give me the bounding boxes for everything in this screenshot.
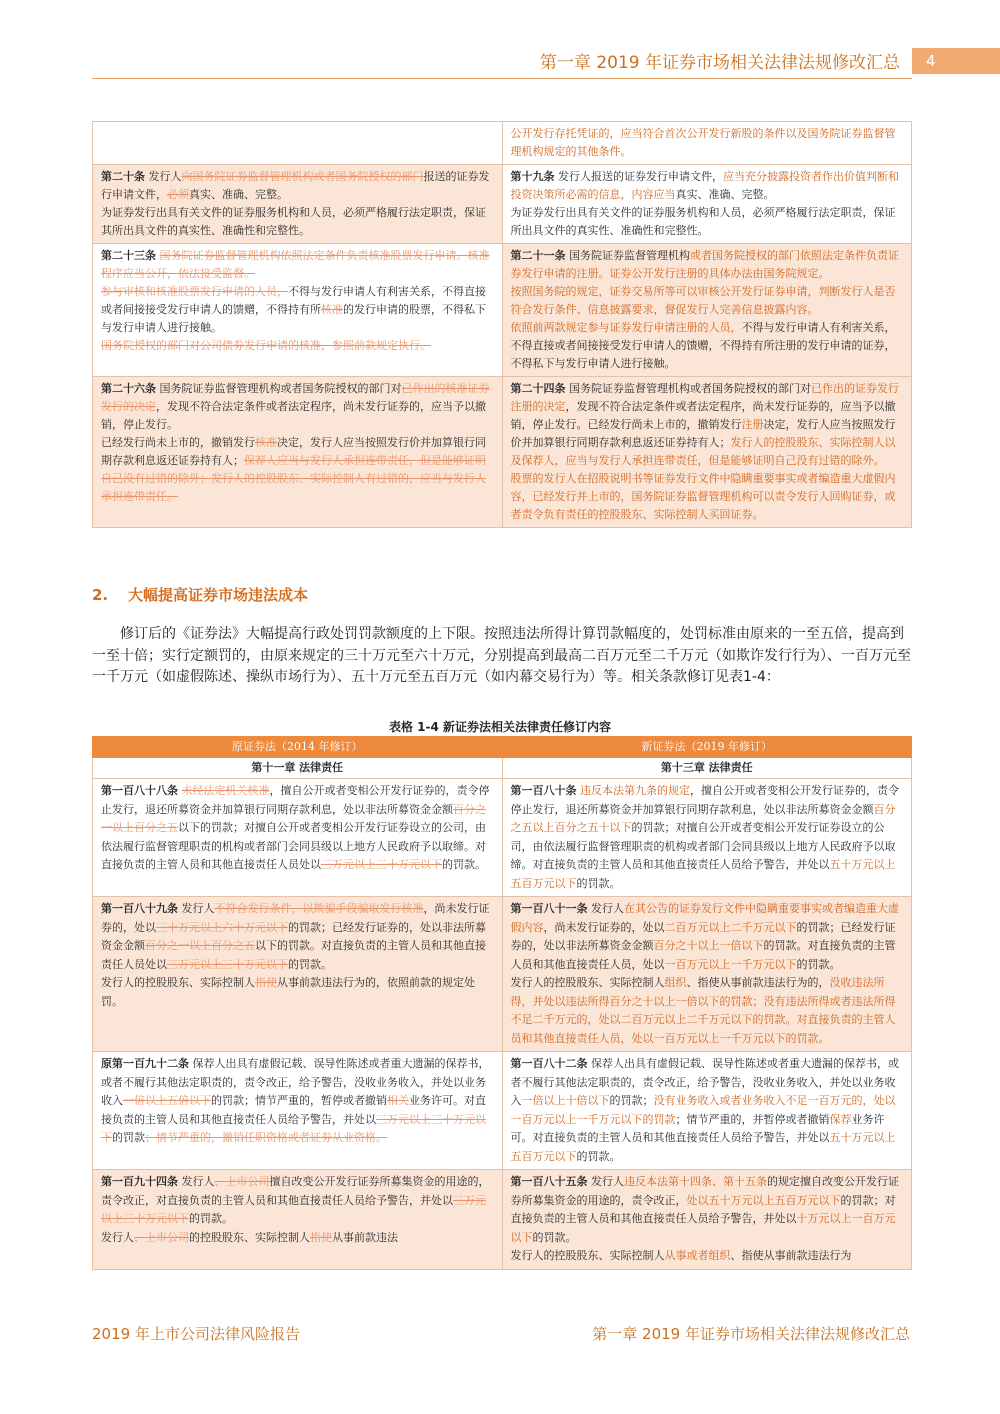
article-number: 第一百八十八条	[101, 784, 178, 797]
article-text: 不得与发行申请人有利害关系，不得直接或者间接接受发行申请人的馈赠，不得持有所	[101, 285, 486, 316]
article-text: 国务院证券监督管理机构	[565, 249, 690, 262]
article-text: 决定，发行人应当按照发行价并加算银行同期存款利息返还证券持有人；	[101, 436, 486, 467]
added-text: 股票的发行人在招股说明书等证券发行文件中隐瞒重要事实或者编造重大虚假内容，已经发行并上市的，国务院证券监督管理机构可以责令发行人回购证券，或者责令负有责任的控股股东、实际控制人买回证券。	[510, 472, 896, 521]
header-divider	[92, 78, 912, 79]
article-text: 的罚款。	[576, 876, 621, 890]
article-text: 的罚款。	[576, 1149, 621, 1163]
article-text: 的罚款；已经发行证券的，处以非法所募资金金额	[510, 920, 896, 952]
added-text: 处以五十万元以上五百万元以下	[686, 1193, 841, 1207]
article-text: 发行人	[178, 902, 215, 915]
added-text: 或者国务院授权的部门依照法定条件负责证券发行申请的注册。证券公开发行注册的具体办法由国务院规定。	[510, 249, 899, 280]
table-row	[93, 165, 912, 244]
article-text: 保荐人出具有虚假记载、误导性陈述或者重大遗漏的保荐书，或者不履行其他法定职责的，责令改正，给予警告，没收业务收入，并处以业务收入	[101, 1057, 490, 1107]
article-text: 的规定擅自改变公开发行证券所募集资金的用途的，责令改正，	[510, 1175, 899, 1207]
article-number: 第二十六条	[101, 382, 156, 395]
deleted-text: 百分之一以上百分之五	[145, 939, 255, 952]
table-row	[93, 1052, 912, 1170]
article-text: 发行人	[178, 1175, 215, 1188]
article-number: 第一百八十一条	[510, 902, 588, 915]
section-number: 2.	[92, 586, 109, 604]
old-law-cell	[93, 165, 503, 244]
article-text: 业务许可。对直接负责的主管人员和其他直接责任人员给予警告，并处以	[510, 1112, 885, 1144]
article-number: 第一百八十条	[510, 784, 577, 797]
page-header	[0, 44, 1000, 78]
table-row	[93, 897, 912, 1052]
added-text: 发行人的控股股东、实际控制人以及保荐人，应当与发行人承担连带责任，但是能够证明自己没有过错的除外。	[510, 436, 896, 467]
article-number: 第二十四条	[510, 382, 566, 395]
article-text: 、指使从事前款违法行为	[730, 1249, 852, 1262]
article-text: 为证券发行出具有关文件的证券服务机构和人员，必须严格履行法定职责，保证其所出具文件的真实性、准确性和完整性。	[101, 206, 486, 237]
footer-chapter-title: 第一章 2019 年证券市场相关法律法规修改汇总	[592, 1325, 910, 1343]
new-law-cell	[502, 779, 912, 897]
article-text: 的罚款；对直接负责的主管人员和其他直接责任人员给予警告，并处以	[510, 1193, 896, 1225]
article-text: 的罚款	[112, 1131, 145, 1144]
deleted-text: 国务院授权的部门对公司债券发行申请的核准，参照前款规定执行。	[101, 339, 431, 352]
deleted-text: 、上市公司	[214, 1175, 270, 1188]
article-text: 报送的证券发行申请文件，	[101, 170, 490, 201]
article-text: 从事前款违法行为的，依照前款的规定处罚。	[101, 976, 475, 1008]
article-text: 发行人的控股股东、实际控制人	[510, 1249, 665, 1262]
added-text: 保荐	[829, 1112, 852, 1126]
page-number: 4	[912, 48, 1000, 74]
article-text: 已经发行尚未上市的，撤销发行	[101, 436, 255, 449]
article-text: 、指使从事前款违法行为的，	[686, 976, 830, 989]
article-text: 的罚款；对擅自公开或者变相公开发行证券设立的公司，由依法履行监督管理职责的机构或者部门会同县级以上地方人民政府予以取缔。对直接负责的主管人员和其他直接责任人员给予警告，并处以	[510, 821, 896, 871]
article-text: 的罚款。	[532, 1230, 577, 1244]
article-text: 发行人	[587, 1175, 624, 1188]
article-text: 以下的罚款。对直接负责的主管人员和其他直接责任人员处以	[101, 939, 486, 971]
added-text: 百分之五以上百分之五十以下	[510, 802, 896, 834]
deleted-text: 核准	[255, 436, 277, 449]
added-text: 已作出的证券发行注册的决定	[510, 382, 899, 413]
article-text: 发行人	[101, 1230, 134, 1244]
table-row	[93, 779, 912, 897]
added-text: 注册	[741, 418, 764, 431]
article-text: ，尚未发行证券的，处以	[543, 920, 665, 934]
chapter-new: 第十三章 法律责任	[502, 758, 912, 779]
new-law-cell	[502, 897, 912, 1052]
header-old-law: 原证券法（2014 年修订）	[93, 737, 503, 758]
comparison-table-penalties	[92, 736, 912, 1270]
article-text: ，尚未发行证券的，处以	[101, 902, 490, 934]
article-text: 的罚款。	[288, 957, 332, 971]
article-text: 的发行申请的股票，不得私下与发行申请人进行接触。	[101, 303, 486, 334]
table-row	[93, 244, 912, 377]
article-text: ，发现不符合法定条件或者法定程序，尚未发行证券的，应当予以撤销，停止发行。已经发行尚未上市的，撤销发行	[510, 400, 896, 431]
article-text: 为证券发行出具有关文件的证券服务机构和人员，必须严格履行法定职责，保证所出具文件的真实性、准确性和完整性。	[510, 206, 896, 237]
added-text: 一百万元以上一千万元以下	[664, 957, 797, 971]
table-row	[93, 1170, 912, 1270]
deleted-text: 未经法定机关核准	[181, 784, 270, 797]
body-paragraph: 修订后的《证券法》大幅提高行政处罚罚款额度的上下限。按照违法所得计算罚款幅度的，处罚标准由原来的一至五倍，提高到一至十倍；实行定额罚的，由原来规定的三十万元至六十万元，分别提高到最高二百万元至二千万元（如欺诈发行行为）、一百万元至一千万元（如虚假陈述、操纵市场行为）、五十万元至五百万元（如内幕交易行为）等。相关条款修订见表1-4：	[92, 626, 911, 685]
article-text: 擅自改变公开发行证券所募集资金的用途的，责令改正，对直接负责的主管人员和其他直接责任人员给予警告，并处以	[101, 1175, 490, 1207]
new-law-cell	[502, 377, 912, 528]
article-number: 第二十条	[101, 170, 145, 183]
added-text: 在其公告的证券发行文件中隐瞒重要事实或者编造重大虚假内容	[510, 902, 899, 934]
article-text: 发行人报送的证券发行申请文件，	[554, 170, 723, 183]
added-text: 应当充分披露投资者作出价值判断和投资决策所必需的信息，内容应当	[510, 170, 899, 201]
article-text: 从事前款违法	[332, 1230, 398, 1244]
deleted-text: 三万元以上三十万元以下	[101, 1112, 486, 1144]
article-text: 国务院证券监督管理机构或者国务院授权的部门对	[156, 382, 402, 395]
chapter-row	[93, 758, 912, 779]
article-text: 以下的罚款；对擅自公开或者变相公开发行证券设立的公司，由依法履行监督管理职责的机构或者部门会同县级以上地方人民政府予以取缔。对直接负责的主管人员和其他直接责任人员处以	[101, 821, 486, 871]
table-row	[93, 122, 912, 165]
deleted-text: 、上市公司	[134, 1230, 189, 1244]
added-text: 组织	[664, 976, 687, 989]
section-title: 大幅提高证券市场违法成本	[128, 586, 309, 604]
deleted-text: 三十万元以上六十万元以下	[156, 920, 288, 934]
article-text: 真实、准确、完整。	[189, 188, 288, 201]
deleted-text: ；情节严重的，撤销任职资格或者证券从业资格。	[145, 1131, 387, 1144]
deleted-text: 参与审核和核准股票发行申请的人员，	[101, 285, 288, 298]
deleted-text: 必须	[167, 188, 189, 201]
article-text: 的罚款。	[442, 858, 486, 871]
comparison-table-articles	[92, 121, 912, 528]
article-text: ；情节严重的，并暂停或者撤销	[675, 1112, 830, 1126]
article-text: ，擅自公开或者变相公开发行证券的，责令停止发行，退还所募资金并加算银行同期存款利息，处以非法所募资金金额	[101, 784, 490, 816]
new-law-cell	[502, 244, 912, 377]
new-law-cell	[502, 122, 912, 165]
section-heading	[92, 584, 308, 605]
added-text: 违反本法第十四条、第十五条	[624, 1175, 767, 1188]
deleted-text: 指使	[310, 1230, 332, 1244]
article-text: 的罚款。	[189, 1212, 233, 1225]
footer-report-title: 2019 年上市公司法律风险报告	[92, 1325, 300, 1343]
article-text: 的罚款；	[609, 1094, 654, 1107]
article-number: 第二十三条	[101, 249, 156, 262]
new-law-cell	[502, 165, 912, 244]
article-text: ，擅自公开或者变相公开发行证券的，责令停止发行，退还所募资金并加算银行同期存款利息，处以非法所募资金金额	[510, 784, 899, 816]
added-text: 五十万元以上五百万元以下	[510, 1131, 896, 1163]
old-law-cell	[93, 897, 503, 1052]
old-law-cell	[93, 1052, 503, 1170]
article-text: ，发现不符合法定条件或者法定程序，尚未发行证券的，应当予以撤销，停止发行。	[101, 400, 486, 431]
table-row	[93, 377, 912, 528]
article-number: 第一百八十二条	[510, 1057, 588, 1070]
added-text: 二百万元以上二千万元以下	[664, 920, 797, 934]
added-text: 没有业务收入或者业务收入不足一百万元的，处以一百万元以上一千万元以下的罚款	[510, 1094, 896, 1126]
article-text: 决定，发行人应当按照发行价并加算银行同期存款利息返还证券持有人；	[510, 418, 896, 449]
article-text: 保荐人出具有虚假记载、误导性陈述或者重大遗漏的保荐书，或者不履行其他法定职责的，责令改正，给予警告，没收业务收入，并处以业务收入	[510, 1057, 899, 1107]
added-text: 违反本法第九条的规定	[580, 784, 690, 797]
chapter-old: 第十一章 法律责任	[93, 758, 503, 779]
added-text: 五十万元以上五百万元以下	[510, 858, 896, 890]
deleted-text: 不符合发行条件，以欺骗手段骗取发行核准	[214, 902, 424, 915]
article-text: 的罚款；已经发行证券的，处以非法所募资金金额	[101, 920, 486, 952]
article-text: 发行人的控股股东、实际控制人	[510, 976, 665, 989]
added-text: 从事或者组织	[664, 1249, 731, 1262]
header-new-law: 新证券法（2019 年修订）	[502, 737, 912, 758]
deleted-text: 核准	[321, 303, 343, 316]
header-title: 第一章 2019 年证券市场相关法律法规修改汇总	[539, 53, 900, 73]
table-header-row	[93, 737, 912, 758]
deleted-text: 国务院证券监督管理机构依照法定条件负责核准股票发行申请。核准程序应当公开，依法接受监督。	[101, 249, 490, 280]
new-law-cell	[502, 1170, 912, 1270]
article-text: 国务院证券监督管理机构或者国务院授权的部门对	[565, 382, 811, 395]
table-caption: 表格 1-4 新证券法相关法律责任修订内容	[388, 720, 612, 734]
article-text: 的罚款。对直接负责的主管人员和其他直接责任人员，处以	[510, 939, 896, 971]
added-text: 一倍以上十倍以下	[521, 1094, 610, 1107]
deleted-text: 三万元以上三十万元以下	[101, 1193, 486, 1225]
added-text: 没收违法所得，并处以违法所得百分之十以上一倍以下的罚款；没有违法所得或者违法所得不足二千万元的，处以二百万元以上二千万元以下的罚款。对直接负责的主管人员和其他直接责任人员，处以一百万元以上一千万元以下的罚款。	[510, 976, 896, 1045]
added-text: 公开发行存托凭证的，应当符合首次公开发行新股的条件以及国务院证券监督管理机构规定的其他条件。	[510, 127, 896, 158]
article-number: 第二十一条	[510, 249, 566, 262]
old-law-cell	[93, 1170, 503, 1270]
old-law-cell	[93, 377, 503, 528]
old-law-cell	[93, 244, 503, 377]
article-number: 第十九条	[510, 170, 555, 183]
added-text: 百分之十以上一倍以下	[653, 939, 764, 952]
article-number: 第一百九十四条	[101, 1175, 178, 1188]
deleted-text: 向国务院证券监督管理机构或者国务院授权的部门	[181, 170, 424, 183]
article-text: 的罚款。	[796, 957, 841, 971]
deleted-text: 相关	[387, 1094, 409, 1107]
deleted-text: 保荐人应当与发行人承担连带责任，但是能够证明自己没有过错的除外；发行人的控股股东、实际控制人有过错的，应当与发行人承担连带责任。	[101, 454, 486, 503]
article-number: 第一百八十五条	[510, 1175, 588, 1188]
deleted-text: 已作出的核准证券发行的决定	[101, 382, 490, 413]
deleted-text: 百分之一以上百分之五	[101, 802, 486, 834]
article-text: 发行人	[587, 902, 624, 915]
deleted-text: 三万元以上三十万元以下	[321, 858, 442, 871]
article-text: 不得与发行申请人有利害关系，不得直接或者间接接受发行申请人的馈赠，不得持有所注册的发行申请的证券，不得私下与发行申请人进行接触。	[510, 321, 896, 370]
added-text: 依照前两款规定参与证券发行申请注册的人员，	[510, 321, 742, 334]
article-number: 原第一百九十二条	[101, 1057, 189, 1070]
added-text: 按照国务院的规定，证券交易所等可以审核公开发行证券申请，判断发行人是否符合发行条件、信息披露要求，督促发行人完善信息披露内容。	[510, 285, 896, 316]
new-law-cell	[502, 1052, 912, 1170]
old-law-cell	[93, 122, 503, 165]
deleted-text: 一倍以上五倍以下	[123, 1094, 211, 1107]
article-text: 发行人	[145, 170, 182, 183]
article-text: 发行人的控股股东、实际控制人	[101, 976, 255, 989]
article-number: 第一百八十九条	[101, 902, 178, 915]
article-text: 的罚款；情节严重的，暂停或者撤销	[211, 1094, 387, 1107]
old-law-cell	[93, 779, 503, 897]
article-text: 业务许可。对直接负责的主管人员和其他直接责任人员给予警告，并处以	[101, 1094, 486, 1126]
deleted-text: 三万元以上三十万元以下	[167, 957, 288, 971]
article-text: 的控股股东、实际控制人	[189, 1230, 310, 1244]
deleted-text: 指使	[255, 976, 277, 989]
added-text: 十万元以上一百万元以下	[510, 1212, 896, 1244]
article-text: 真实、准确、完整。	[675, 188, 775, 201]
